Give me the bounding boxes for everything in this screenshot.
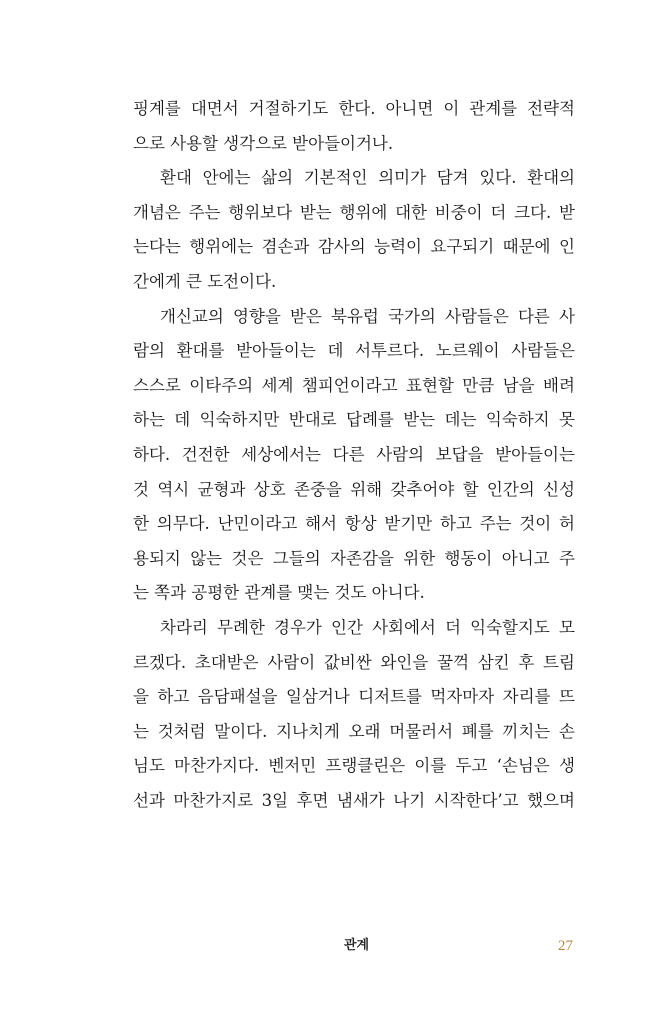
- word: 행위보다: [228, 202, 293, 222]
- word: 받기만: [384, 514, 433, 534]
- word: 위한: [403, 548, 436, 568]
- paragraph-3: [133, 300, 575, 611]
- word: 국가의: [388, 306, 436, 326]
- word: 배려: [543, 375, 575, 395]
- word: 보답을: [435, 444, 484, 464]
- word: 는: [133, 721, 149, 741]
- word: 대한: [395, 202, 427, 222]
- word: 사회에서: [372, 617, 436, 637]
- word: 감사의: [317, 237, 366, 257]
- word: 익숙하지: [485, 410, 550, 430]
- text-line: [133, 611, 575, 646]
- word: 노르웨이: [435, 341, 500, 361]
- word: 비중이: [434, 202, 483, 222]
- word: 프랭클린은: [325, 756, 406, 776]
- word: 행위에는: [189, 237, 254, 257]
- word: 있다.: [479, 168, 517, 188]
- text-line: [133, 92, 575, 127]
- word: 하는: [133, 410, 165, 430]
- word: 꿀꺽: [437, 652, 469, 672]
- text-line: [133, 300, 575, 335]
- word: 음담패설을: [197, 687, 278, 707]
- word: 데: [174, 410, 191, 430]
- word: 세계: [261, 375, 294, 395]
- word: 요구되기: [430, 237, 495, 257]
- word: 이를: [414, 756, 447, 776]
- word: 인간의: [486, 479, 535, 499]
- word: 말이다.: [214, 721, 268, 741]
- word: 삶의: [261, 168, 294, 188]
- word: 후면: [296, 790, 329, 810]
- word: 의미가: [378, 168, 427, 188]
- word: 위해: [350, 479, 383, 499]
- word: 하고: [157, 687, 190, 707]
- word: 3일: [261, 790, 289, 810]
- word: 항상: [344, 514, 377, 534]
- word: 신성: [543, 479, 575, 499]
- page-body: [133, 92, 575, 818]
- word: 익숙할지도: [470, 617, 550, 637]
- word: 무례한: [217, 617, 265, 637]
- word: 와인을: [380, 652, 429, 672]
- word: 이타주의: [189, 375, 254, 395]
- paragraph-4: [133, 611, 575, 819]
- word: 생: [558, 756, 575, 776]
- running-head: 관계: [344, 938, 370, 953]
- text-line: [133, 369, 575, 404]
- word: 겸손과: [261, 237, 310, 257]
- word: 했으며: [527, 790, 575, 810]
- word: 못: [559, 410, 575, 430]
- word: 해서: [305, 514, 337, 534]
- word: 능력이: [374, 237, 422, 257]
- word: 손: [558, 721, 575, 741]
- word: 허: [559, 514, 575, 534]
- word: 개념은: [133, 202, 181, 222]
- word: 의무다.: [156, 514, 210, 534]
- word: 마찬가지다.: [174, 756, 260, 776]
- word: 르겠다.: [133, 652, 187, 672]
- word: 트림: [543, 652, 575, 672]
- paragraph-1: [133, 92, 575, 161]
- word: 핑계를: [133, 99, 181, 118]
- word: 상호: [253, 479, 286, 499]
- word: 답례를: [346, 410, 394, 430]
- word: 다른: [332, 444, 365, 464]
- word: 폐를: [461, 721, 494, 741]
- word: 아니면: [385, 99, 434, 118]
- word: 람의: [133, 341, 165, 361]
- word: 벤저민: [268, 756, 317, 776]
- word: 갖추어야: [390, 479, 455, 499]
- word: 하다.: [133, 444, 171, 464]
- word: 하고: [440, 514, 472, 534]
- word: 주는: [479, 514, 512, 534]
- word: 행위에: [339, 202, 388, 222]
- text-line: [133, 161, 575, 196]
- text-line: 간에게 큰 도전이다.: [133, 271, 277, 291]
- word: 나기: [393, 790, 426, 810]
- word: 자존감을: [330, 548, 394, 568]
- word: 데: [327, 341, 344, 361]
- word: 건전한: [181, 444, 230, 464]
- word: 역시: [157, 479, 190, 499]
- word: 거절하기도: [248, 99, 329, 118]
- text-line: [133, 646, 575, 681]
- text-line: [133, 784, 575, 819]
- word: 안에는: [202, 168, 251, 188]
- word: 할: [462, 479, 479, 499]
- word: 익숙하지만: [199, 410, 280, 430]
- word: 세상에서는: [241, 444, 321, 464]
- word: 디저트를: [358, 687, 422, 707]
- word: 것은: [231, 548, 264, 568]
- text-line: [133, 196, 575, 231]
- text-line: [133, 473, 575, 508]
- word: 삼킨: [477, 652, 510, 672]
- word: 크다.: [514, 202, 552, 222]
- text-line: [133, 230, 575, 265]
- word: 것이: [519, 514, 552, 534]
- word: 사: [559, 306, 575, 326]
- word: 환대의: [527, 168, 575, 188]
- word: 담겨: [436, 168, 469, 188]
- word: 사람들은: [511, 341, 575, 361]
- word: 받아들이는: [236, 341, 316, 361]
- word: 용되지: [133, 548, 181, 568]
- word: 받: [559, 202, 575, 222]
- word: ‘손님은: [496, 756, 550, 776]
- page-footer: [0, 934, 658, 958]
- word: 않는: [190, 548, 223, 568]
- word: 받은: [289, 306, 322, 326]
- word: 남을: [502, 375, 535, 395]
- word: 행동이: [444, 548, 493, 568]
- word: 모: [559, 617, 575, 637]
- word: 개신교의: [160, 306, 224, 326]
- word: 기본적인: [303, 168, 368, 188]
- word: 두고: [455, 756, 488, 776]
- word: 마찬가지로: [173, 790, 254, 810]
- text-line: [133, 403, 575, 438]
- word: 오래: [348, 721, 381, 741]
- word: 대면서: [190, 99, 239, 118]
- word: 선과: [133, 790, 165, 810]
- text-line: [133, 680, 575, 715]
- word: 한다.: [338, 99, 376, 118]
- word: 반대로: [288, 410, 337, 430]
- text-line: [133, 749, 575, 784]
- word: 북유럽: [331, 306, 379, 326]
- page-number: 27: [558, 938, 573, 954]
- word: 아니고: [501, 548, 550, 568]
- word: 인간: [331, 617, 363, 637]
- text-line: [133, 507, 575, 542]
- word: 인: [558, 237, 575, 257]
- text-line: [133, 438, 575, 473]
- word: 한: [133, 514, 149, 534]
- text-line: 는 쪽과 공평한 관계를 맺는 것도 아니다.: [133, 583, 425, 603]
- word: 서투르다.: [355, 341, 425, 361]
- word: 챔피언이라고: [301, 375, 398, 395]
- word: 먹자마자: [430, 687, 495, 707]
- word: 받는: [403, 410, 436, 430]
- word: 끼치는: [502, 721, 551, 741]
- text-line: [133, 715, 575, 750]
- word: 을: [133, 687, 149, 707]
- word: 스스로: [133, 375, 181, 395]
- word: 만큼: [462, 375, 495, 395]
- word: 뜨: [558, 687, 575, 707]
- text-line: [133, 334, 575, 369]
- word: 것처럼: [157, 721, 206, 741]
- word: 값비싼: [323, 652, 372, 672]
- word: 주: [559, 548, 575, 568]
- word: 균형과: [197, 479, 246, 499]
- word: 다른: [517, 306, 550, 326]
- word: 그들의: [272, 548, 321, 568]
- word: 자리를: [502, 687, 551, 707]
- word: 사람의: [376, 444, 425, 464]
- text-line: [133, 542, 575, 577]
- word: 것: [133, 479, 149, 499]
- word: 존중을: [294, 479, 342, 499]
- word: 일삼거나: [285, 687, 350, 707]
- word: 후: [518, 652, 535, 672]
- word: 냄새가: [336, 790, 385, 810]
- word: 표현할: [406, 375, 454, 395]
- word: 사람이: [267, 652, 316, 672]
- word: 받아들이는: [495, 444, 575, 464]
- word: 님도: [133, 756, 165, 776]
- word: 이: [443, 99, 460, 118]
- word: 시작한다’고: [433, 790, 519, 810]
- word: 머물러서: [389, 721, 454, 741]
- word: 관계를: [469, 99, 518, 118]
- word: 사람들은: [445, 306, 509, 326]
- word: 더: [490, 202, 507, 222]
- text-line: 으로 사용할 생각으로 받아들이거나.: [133, 133, 394, 153]
- word: 전략적: [527, 99, 575, 118]
- word: 받는: [299, 202, 332, 222]
- word: 데는: [444, 410, 477, 430]
- word: 환대를: [176, 341, 225, 361]
- word: 때문에: [502, 237, 551, 257]
- word: 경우가: [274, 617, 322, 637]
- word: 환대: [160, 168, 192, 188]
- word: 영향을: [232, 306, 281, 326]
- word: 지나치게: [276, 721, 340, 741]
- word: 는다는: [133, 237, 181, 257]
- word: 초대받은: [194, 652, 259, 672]
- word: 차라리: [160, 617, 208, 637]
- word: 더: [445, 617, 461, 637]
- word: 주는: [188, 202, 221, 222]
- paragraph-2: [133, 161, 575, 299]
- word: 난민이라고: [217, 514, 298, 534]
